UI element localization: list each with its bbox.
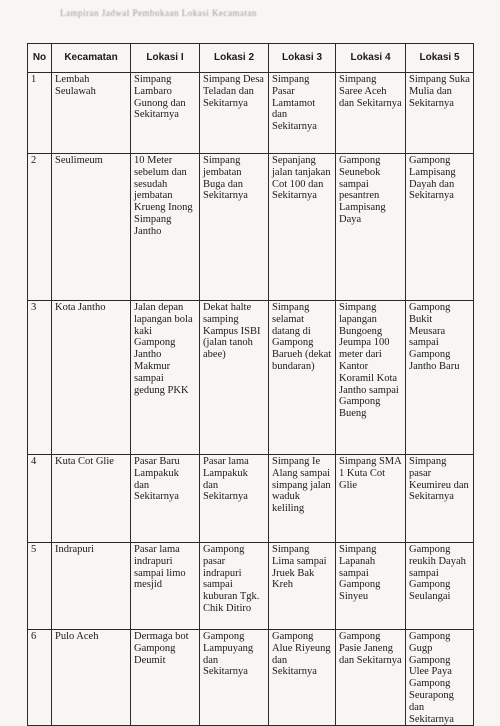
cell-lokasi-2: Dekat halte samping Kampus ISBI (jalan tanoh abee) xyxy=(200,301,269,455)
cell-lokasi-1: Pasar Baru Lampakuk dan Sekitarnya xyxy=(131,455,200,543)
cell-kecamatan: Kota Jantho xyxy=(52,301,131,455)
cell-kecamatan: Kuta Cot Glie xyxy=(52,455,131,543)
cell-no: 1 xyxy=(28,73,52,154)
cell-lokasi-2: Simpang jembatan Buga dan Sekitarnya xyxy=(200,154,269,301)
cell-lokasi-4: Simpang Saree Aceh dan Sekitarnya xyxy=(336,73,406,154)
table-row xyxy=(28,543,474,630)
cell-lokasi-4: Simpang SMA 1 Kuta Cot Glie xyxy=(336,455,406,543)
blurred-header-text: Lampiran Jadwal Pembukaan Lokasi Kecamatan xyxy=(60,8,257,18)
cell-lokasi-1: Simpang Lambaro Gunong dan Sekitarnya xyxy=(131,73,200,154)
cell-lokasi-5: Gampong Gugp Gampong Ulee Paya Gampong Seurapong dan Sekitarnya xyxy=(406,630,474,726)
table-row xyxy=(28,73,474,154)
cell-no: 2 xyxy=(28,154,52,301)
cell-lokasi-2: Gampong pasar indrapuri sampai kuburan Tgk. Chik Ditiro xyxy=(200,543,269,630)
cell-kecamatan: Lembah Seulawah xyxy=(52,73,131,154)
cell-no: 4 xyxy=(28,455,52,543)
cell-lokasi-3: Simpang Pasar Lamtamot dan Sekitarnya xyxy=(269,73,336,154)
cell-lokasi-5: Simpang Suka Mulia dan Sekitarnya xyxy=(406,73,474,154)
cell-lokasi-4: Simpang Lapanah sampai Gampong Sinyeu xyxy=(336,543,406,630)
cell-lokasi-4: Simpang lapangan Bungoeng Jeumpa 100 meter dari Kantor Koramil Kota Jantho sampai Gampong Bueng xyxy=(336,301,406,455)
cell-lokasi-1: Jalan depan lapangan bola kaki Gampong Jantho Makmur sampai gedung PKK xyxy=(131,301,200,455)
cell-lokasi-3: Gampong Alue Riyeung dan Sekitarnya xyxy=(269,630,336,726)
cell-lokasi-2: Simpang Desa Teladan dan Sekitarnya xyxy=(200,73,269,154)
column-header-lokasi-3: Lokasi 3 xyxy=(269,44,336,73)
cell-kecamatan: Seulimeum xyxy=(52,154,131,301)
cell-lokasi-5: Gampong Lampisang Dayah dan Sekitarnya xyxy=(406,154,474,301)
column-header-lokasi-1: Lokasi I xyxy=(131,44,200,73)
cell-lokasi-3: Simpang Lima sampai Jruek Bak Kreh xyxy=(269,543,336,630)
table-row xyxy=(28,301,474,455)
cell-kecamatan: Indrapuri xyxy=(52,543,131,630)
column-header-lokasi-2: Lokasi 2 xyxy=(200,44,269,73)
table-header-row xyxy=(28,44,474,73)
column-header-no: No xyxy=(28,44,52,73)
column-header-kecamatan: Kecamatan xyxy=(52,44,131,73)
cell-lokasi-5: Gampong Bukit Meusara sampai Gampong Jantho Baru xyxy=(406,301,474,455)
cell-lokasi-3: Simpang selamat datang di Gampong Barueh (dekat bundaran) xyxy=(269,301,336,455)
cell-lokasi-3: Simpang Ie Alang sampai simpang jalan waduk keliling xyxy=(269,455,336,543)
cell-lokasi-3: Sepanjang jalan tanjakan Cot 100 dan Sekitarnya xyxy=(269,154,336,301)
column-header-lokasi-4: Lokasi 4 xyxy=(336,44,406,73)
cell-lokasi-4: Gampong Seunebok sampai pesantren Lampisang Daya xyxy=(336,154,406,301)
table-row xyxy=(28,630,474,726)
cell-lokasi-5: Gampong reukih Dayah sampai Gampong Seulangai xyxy=(406,543,474,630)
cell-lokasi-2: Pasar lama Lampakuk dan Sekitarnya xyxy=(200,455,269,543)
cell-lokasi-2: Gampong Lampuyang dan Sekitarnya xyxy=(200,630,269,726)
column-header-lokasi-5: Lokasi 5 xyxy=(406,44,474,73)
cell-lokasi-4: Gampong Pasie Janeng dan Sekitarnya xyxy=(336,630,406,726)
cell-no: 3 xyxy=(28,301,52,455)
cell-no: 6 xyxy=(28,630,52,726)
table-row xyxy=(28,455,474,543)
cell-lokasi-1: Dermaga bot Gampong Deumit xyxy=(131,630,200,726)
cell-no: 5 xyxy=(28,543,52,630)
table-row xyxy=(28,154,474,301)
cell-lokasi-5: Simpang pasar Keumireu dan Sekitarnya xyxy=(406,455,474,543)
cell-lokasi-1: 10 Meter sebelum dan sesudah jembatan Krueng Inong Simpang Jantho xyxy=(131,154,200,301)
location-table xyxy=(27,43,474,726)
cell-lokasi-1: Pasar lama indrapuri sampai limo mesjid xyxy=(131,543,200,630)
cell-kecamatan: Pulo Aceh xyxy=(52,630,131,726)
